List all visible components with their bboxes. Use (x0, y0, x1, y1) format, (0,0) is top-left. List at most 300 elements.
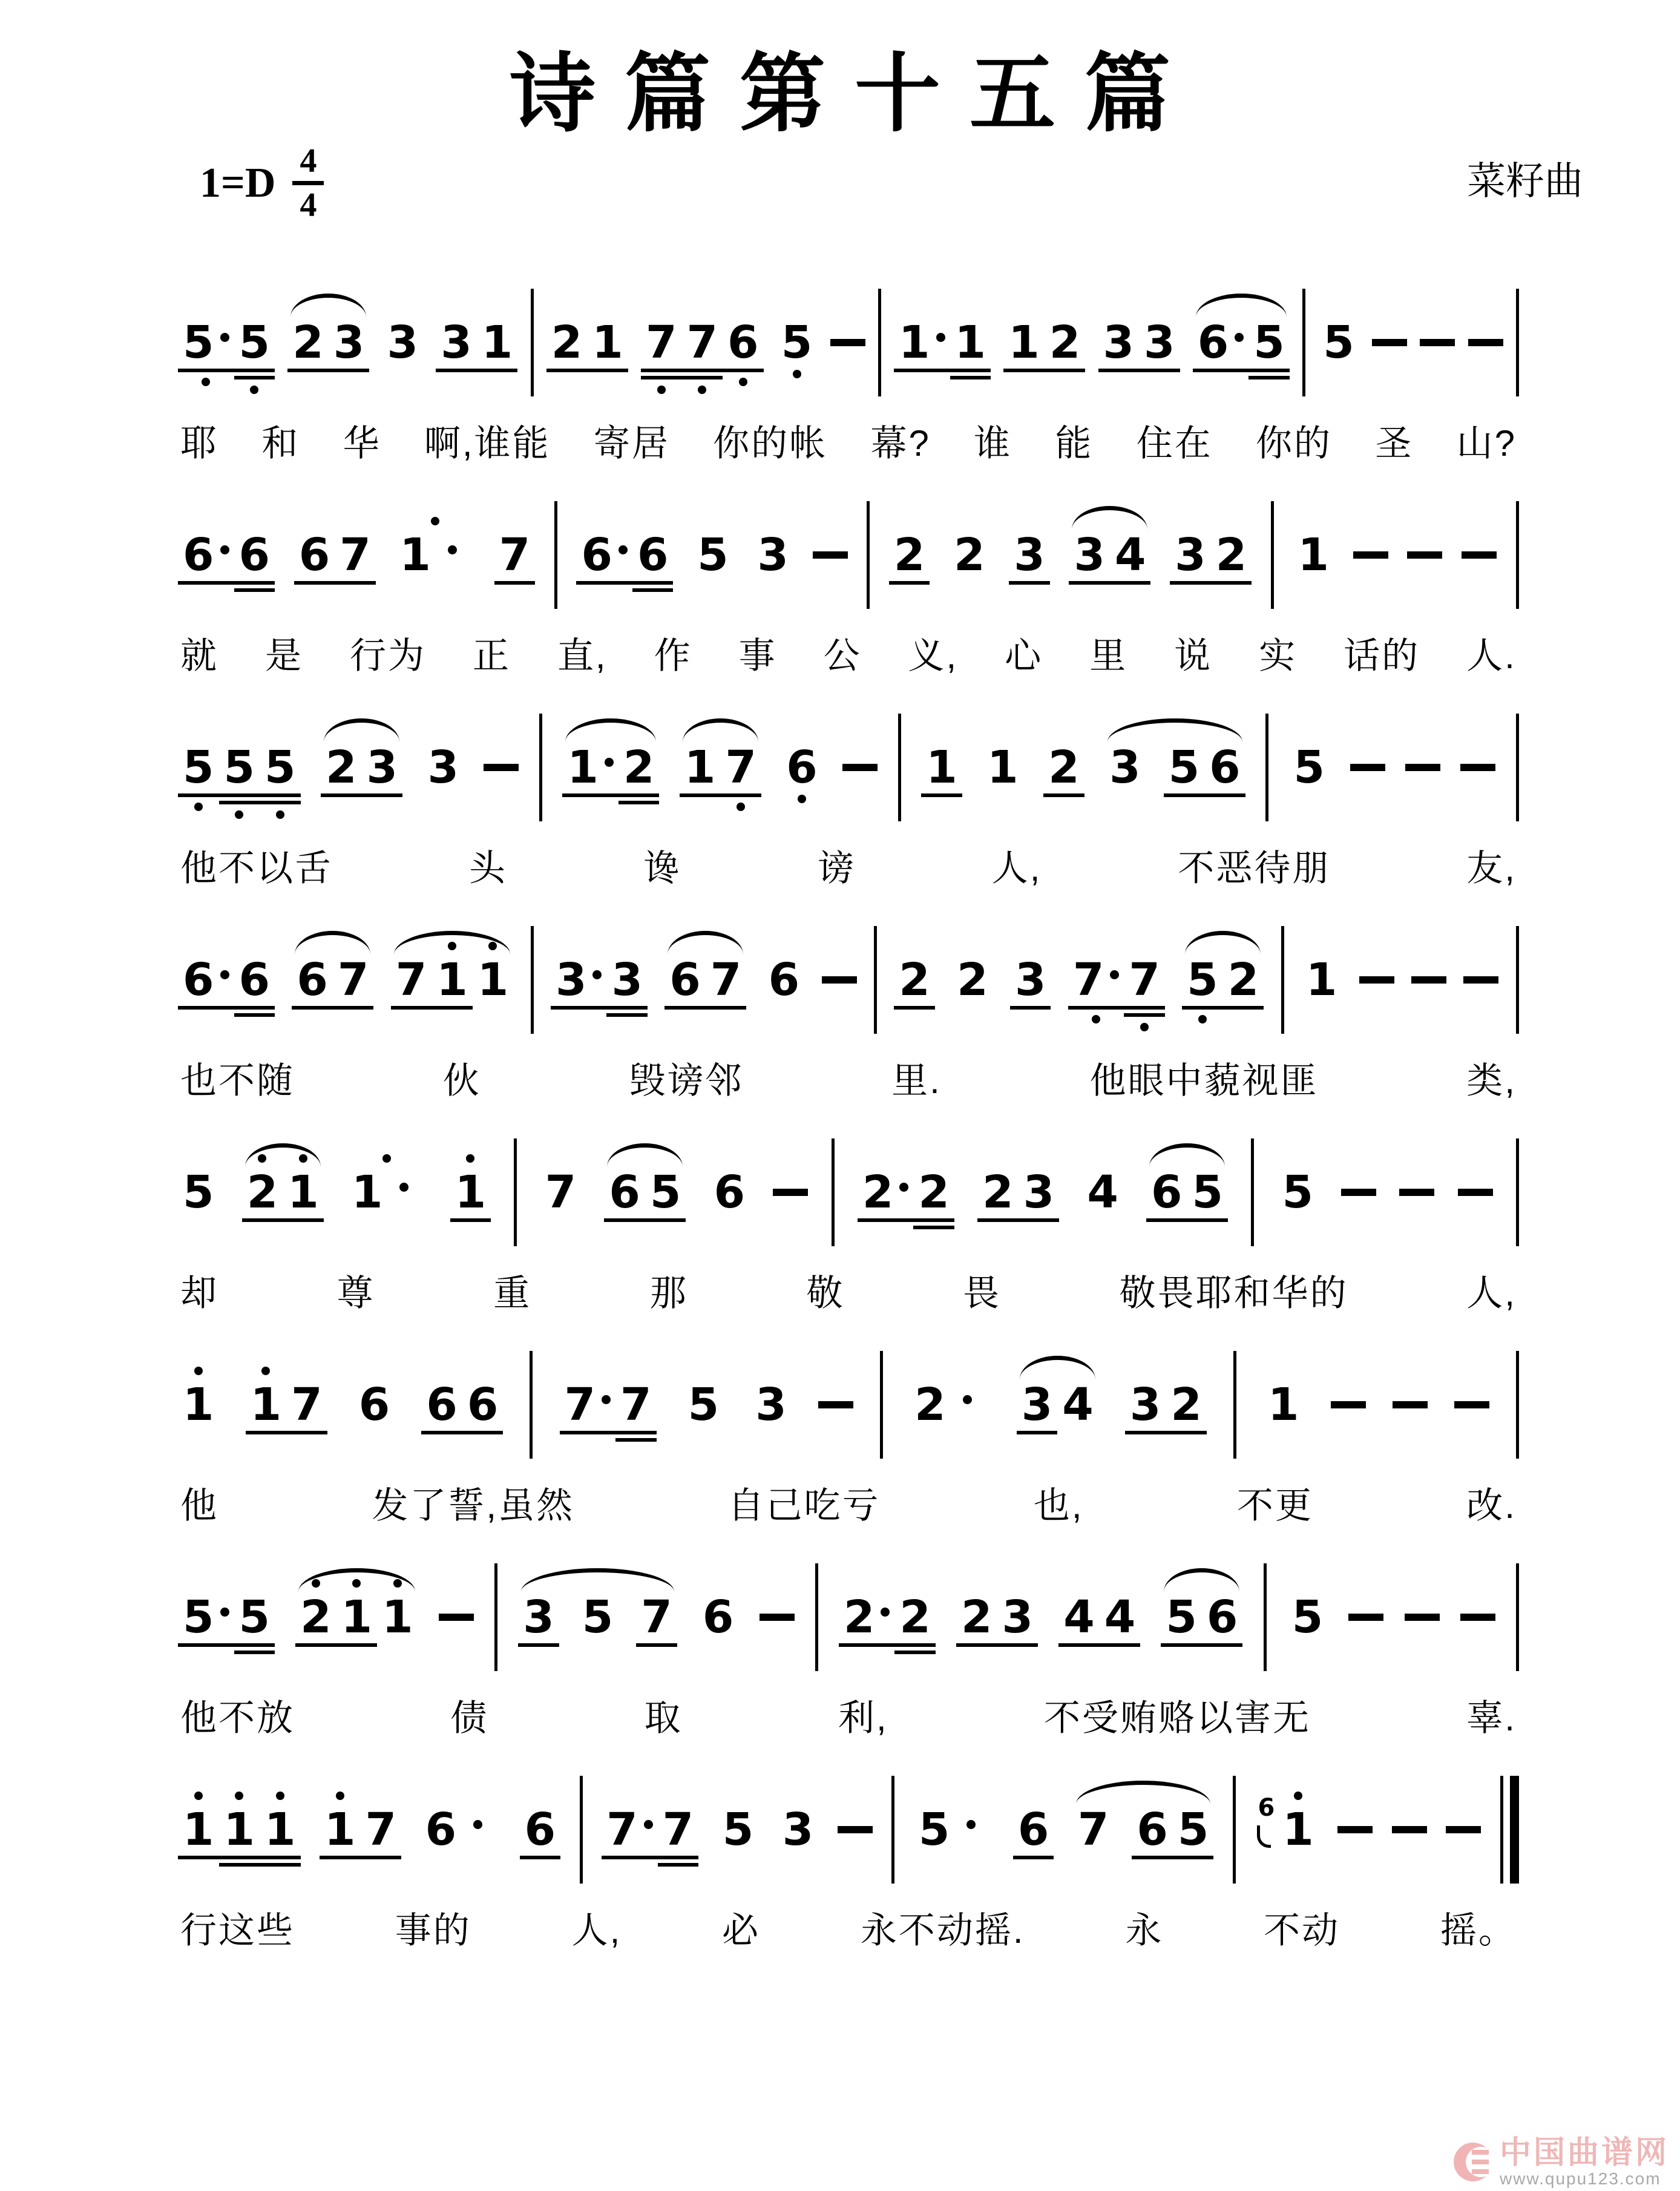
jianpu-note (921, 741, 962, 793)
note-digit: 7 (641, 1591, 672, 1643)
jianpu-note (577, 1591, 619, 1643)
barline (898, 714, 901, 821)
beam-underline (1187, 1218, 1229, 1222)
beam-underline (283, 1218, 324, 1222)
jianpu-note (1082, 1166, 1123, 1218)
jianpu-note (698, 1591, 739, 1643)
duration-dash (484, 764, 519, 771)
slur-arc (290, 294, 366, 317)
music-line (178, 274, 1519, 468)
notation-row (178, 1549, 1519, 1685)
note-digit: 5 (1253, 316, 1285, 369)
lyric-syllable: 不更 (1236, 1485, 1313, 1526)
lyric-syllable: 谗 (643, 848, 681, 889)
note-group (889, 528, 930, 581)
barline (554, 501, 557, 609)
barline (880, 1351, 883, 1459)
jianpu-note (894, 316, 950, 369)
note-digit: 6 (524, 1803, 556, 1856)
beam-underline (602, 1856, 658, 1859)
slur-arc (607, 1143, 683, 1167)
note-group (436, 316, 517, 369)
jianpu-note (178, 741, 219, 793)
beam-underline (619, 793, 660, 797)
rhythm-dot (220, 970, 229, 979)
duration-dash (838, 1826, 873, 1833)
beam-underline (260, 801, 301, 804)
jianpu-note (1132, 1803, 1173, 1856)
lyric-syllable: 必 (722, 1910, 761, 1951)
note-digit: 1 (454, 1166, 487, 1218)
beam-underline (219, 793, 260, 797)
jianpu-note (645, 1166, 686, 1218)
high-octave-dot (261, 1367, 270, 1375)
note-digit: 4 (1063, 1591, 1095, 1643)
note-digit: 5 (1323, 316, 1354, 369)
note-digit: 2 (982, 1166, 1014, 1218)
beam-underline (477, 369, 518, 372)
notation-row (178, 912, 1519, 1048)
jianpu-note (1318, 316, 1359, 369)
beam-underline (1068, 1006, 1124, 1010)
note-group (956, 1591, 1038, 1643)
jianpu-note (615, 1378, 657, 1431)
note-digit: 1 (250, 1378, 282, 1431)
high-octave-dot (299, 1154, 307, 1163)
note-group (287, 316, 369, 369)
note-digit: 2 (551, 316, 583, 369)
note-digit: 7 (395, 953, 427, 1006)
high-octave-dot (466, 1154, 474, 1163)
jianpu-note (781, 741, 822, 793)
note-digit: 5 (582, 1591, 614, 1643)
note-digit: 1 (351, 1166, 383, 1218)
music-line (178, 1336, 1519, 1531)
note-digit: 3 (1021, 1378, 1053, 1431)
barline (832, 1138, 835, 1246)
beam-underline (178, 369, 234, 372)
note-digit: 7 (725, 741, 756, 793)
beam-underline (361, 793, 402, 797)
lyric-syllable: 取 (644, 1698, 683, 1739)
duration-dash (1460, 1614, 1495, 1621)
jianpu-note (894, 953, 935, 1006)
note-digit: 6 (425, 1803, 457, 1856)
note-group (292, 953, 373, 1006)
high-octave-dot (194, 1792, 203, 1800)
jianpu-note (576, 528, 632, 581)
beam-underline (335, 581, 376, 585)
jianpu-note (260, 1803, 301, 1856)
music-line (178, 1124, 1519, 1318)
high-octave-dot (276, 1792, 284, 1800)
jianpu-note (764, 953, 805, 1006)
grace-note (1255, 1793, 1278, 1822)
slur-arc (324, 718, 399, 742)
low-octave-dot (235, 810, 243, 819)
note-group (347, 1166, 427, 1218)
note-group (1193, 316, 1290, 369)
note-group (178, 316, 275, 369)
lyric-syllable: 敬畏耶和华的 (1119, 1273, 1348, 1314)
note-digit: 5 (1168, 741, 1200, 793)
note-group (551, 953, 648, 1006)
note-digit: 6 (238, 953, 270, 1006)
beam-underline (292, 1006, 333, 1010)
rhythm-dot (220, 545, 229, 554)
low-octave-dot (657, 386, 666, 394)
qupu-logo-bar (1472, 2169, 1489, 2174)
note-group (1043, 741, 1084, 793)
beam-underline (680, 793, 721, 797)
jianpu-note (949, 528, 990, 581)
note-group (421, 1378, 503, 1431)
note-group (839, 1591, 936, 1643)
lyric-syllable: 山? (1456, 423, 1517, 464)
duration-dash (822, 976, 857, 984)
jianpu-note (178, 528, 234, 581)
barline (878, 289, 881, 396)
note-digit: 6 (297, 953, 328, 1006)
jianpu-note (1110, 528, 1151, 581)
note-group (977, 1166, 1059, 1218)
note-digit: 3 (1175, 528, 1206, 581)
jianpu-note (377, 1591, 418, 1643)
beam-underline (219, 1863, 260, 1867)
duration-dash (1468, 339, 1503, 346)
lyric-syllable: 里. (891, 1060, 942, 1102)
note-group (709, 1166, 750, 1218)
note-digit: 2 (893, 528, 925, 581)
note-group (1125, 1378, 1207, 1431)
note-group (518, 1591, 677, 1643)
note-group (1104, 741, 1245, 793)
beam-underline (604, 1218, 645, 1222)
note-digit: 1 (264, 1803, 296, 1856)
jianpu-note (723, 316, 764, 369)
lyric-syllable: 重 (493, 1273, 532, 1314)
jianpu-note (1073, 1803, 1114, 1856)
beam-underline (1009, 581, 1050, 585)
barline (874, 926, 877, 1034)
lyric-syllable: 也, (1033, 1485, 1084, 1526)
jianpu-note (977, 1166, 1019, 1218)
jianpu-note (636, 1591, 677, 1643)
note-digit: 6 (426, 1378, 458, 1431)
rhythm-dot (619, 545, 628, 554)
lyrics-row (178, 413, 1519, 468)
note-digit: 1 (1282, 1803, 1314, 1856)
note-group (1255, 1793, 1318, 1856)
note-digit: 7 (1129, 953, 1160, 1006)
lyrics-row (178, 625, 1519, 681)
beam-underline (320, 1856, 361, 1859)
beam-underline (178, 1006, 234, 1010)
note-digit: 6 (702, 1591, 734, 1643)
high-octave-dot (352, 1579, 361, 1588)
beam-underline (1182, 1006, 1223, 1010)
jianpu-note (234, 316, 275, 369)
note-group (540, 1166, 582, 1218)
grace-hook (1257, 1825, 1271, 1848)
note-digit: 5 (264, 741, 296, 793)
beam-underline (391, 1006, 432, 1010)
note-group (1170, 528, 1252, 581)
lyric-syllable: 谁 (974, 423, 1012, 464)
barline (1516, 1351, 1519, 1459)
note-digit: 1 (481, 316, 513, 369)
note-digit: 4 (1104, 1591, 1136, 1643)
final-barline (1500, 1776, 1519, 1884)
note-digit: 3 (1074, 528, 1105, 581)
jianpu-note (436, 316, 477, 369)
note-digit: 5 (1166, 1591, 1197, 1643)
note-digit: 1 (926, 741, 957, 793)
note-digit: 2 (954, 528, 985, 581)
jianpu-note (839, 1591, 895, 1643)
lyric-syllable: 义, (908, 636, 959, 677)
jianpu-note (391, 953, 432, 1006)
note-digit: 3 (1002, 1591, 1034, 1643)
jianpu-note (914, 1803, 994, 1856)
note-digit: 2 (918, 1166, 950, 1218)
barline (1233, 1351, 1236, 1459)
jianpu-note (477, 316, 518, 369)
jianpu-note (462, 1378, 504, 1431)
note-digit: 5 (1192, 1166, 1224, 1218)
note-digit: 2 (300, 1591, 332, 1643)
note-digit: 2 (914, 1378, 946, 1431)
note-digit: 6 (1151, 1166, 1183, 1218)
jianpu-note (178, 1166, 219, 1218)
beam-underline (518, 1643, 559, 1647)
rhythm-dot (473, 1820, 482, 1829)
note-group (1161, 1591, 1242, 1643)
note-digit: 2 (843, 1591, 875, 1643)
high-octave-dot (336, 1792, 344, 1800)
note-digit: 4 (1087, 1166, 1118, 1218)
barline (494, 1563, 497, 1671)
beam-underline (606, 1006, 648, 1010)
beam-underline (1204, 793, 1245, 797)
jianpu-note (1278, 1166, 1319, 1218)
duration-dash (1458, 1189, 1493, 1196)
beam-underline (336, 1643, 378, 1647)
beam-underline (1139, 369, 1180, 372)
low-octave-dot (1140, 1023, 1149, 1031)
note-digit: 7 (1072, 953, 1104, 1006)
lyric-syllable: 事的 (395, 1910, 471, 1951)
lyric-syllable: 也不随 (180, 1060, 295, 1102)
note-digit: 1 (382, 1591, 413, 1643)
note-digit: 3 (555, 953, 587, 1006)
notation-row (178, 1761, 1519, 1897)
note-group (776, 316, 818, 369)
note-group (1318, 316, 1359, 369)
jianpu-note (178, 953, 234, 1006)
note-digit: 5 (687, 1378, 720, 1431)
beam-underline (1124, 1013, 1165, 1017)
rhythm-dot (220, 1608, 229, 1617)
rhythm-dot (592, 970, 602, 979)
beam-underline (576, 581, 632, 585)
lyric-syllable: 伙 (442, 1060, 481, 1102)
music-line (178, 912, 1519, 1106)
duration-dash (1411, 976, 1446, 984)
jianpu-note (1263, 1378, 1304, 1431)
note-digit: 7 (340, 528, 371, 581)
beam-underline (219, 1856, 260, 1859)
jianpu-note (604, 1166, 645, 1218)
lyric-syllable: 永不动摇. (860, 1910, 1025, 1951)
beam-underline (1010, 1006, 1051, 1010)
jianpu-note (752, 528, 793, 581)
slur-arc (521, 1568, 674, 1592)
jianpu-note (450, 1166, 491, 1218)
lyrics-row (178, 1900, 1519, 1956)
duration-dash (1392, 1826, 1427, 1833)
jianpu-note (910, 1378, 990, 1431)
duration-dash (1446, 1826, 1481, 1833)
beam-underline (178, 1643, 234, 1647)
note-group (683, 1378, 724, 1431)
jianpu-note (382, 316, 424, 369)
lyric-syllable: 畏 (963, 1273, 1002, 1314)
note-digit: 1 (1305, 953, 1337, 1006)
beam-underline (421, 1431, 462, 1434)
barline (531, 289, 534, 396)
lyric-syllable: 和 (261, 423, 300, 464)
note-digit: 5 (183, 741, 214, 793)
jianpu-note (335, 528, 376, 581)
beam-underline (706, 1006, 747, 1010)
lyric-syllable: 类, (1466, 1060, 1517, 1102)
time-signature (292, 142, 324, 225)
barline (815, 1563, 818, 1671)
jianpu-note (560, 1378, 616, 1431)
beam-underline (494, 581, 536, 585)
beam-underline (1161, 1643, 1202, 1647)
jianpu-note (1193, 316, 1249, 369)
rhythm-dot (963, 1395, 972, 1404)
note-digit: 7 (662, 1803, 694, 1856)
note-group (949, 528, 990, 581)
jianpu-note (320, 1803, 361, 1856)
lyric-syllable: 正 (472, 636, 511, 677)
beam-underline (286, 1431, 327, 1434)
note-digit: 7 (337, 953, 369, 1006)
jianpu-note (178, 316, 234, 369)
beam-underline (560, 1431, 616, 1434)
note-group (692, 528, 733, 581)
note-group (604, 1166, 686, 1218)
note-digit: 3 (366, 741, 398, 793)
barline (1516, 501, 1519, 609)
duration-dash (1460, 764, 1495, 771)
lyrics-row (178, 1475, 1519, 1531)
duration-dash (842, 764, 878, 771)
note-group (1069, 528, 1150, 581)
note-digit: 3 (387, 316, 418, 369)
duration-dash (818, 1401, 853, 1408)
beam-underline (1193, 369, 1249, 372)
note-digit: 6 (609, 1166, 640, 1218)
jianpu-note (321, 741, 362, 793)
lyric-syllable: 住在 (1136, 423, 1213, 464)
duration-dash (1462, 551, 1497, 559)
lyric-syllable: 利, (838, 1698, 888, 1739)
note-digit: 3 (611, 953, 643, 1006)
beam-underline (1045, 369, 1086, 372)
jianpu-note (295, 1591, 336, 1643)
jianpu-note (283, 1166, 324, 1218)
beam-underline (921, 793, 962, 797)
note-group (910, 1378, 990, 1431)
time-signature-numerator: 4 (300, 142, 317, 180)
duration-dash (773, 1189, 808, 1196)
key-signature (200, 142, 324, 225)
note-digit: 1 (477, 953, 509, 1006)
beam-underline (1017, 1431, 1058, 1434)
note-group (1301, 953, 1342, 1006)
note-digit: 1 (223, 1803, 255, 1856)
note-digit: 1 (399, 528, 431, 581)
lyric-syllable: 敬 (806, 1273, 845, 1314)
slur-arc (245, 1143, 321, 1167)
jianpu-note (422, 741, 464, 793)
jianpu-note (1289, 741, 1330, 793)
note-digit: 6 (358, 1378, 390, 1431)
time-signature-bar (292, 181, 324, 185)
rhythm-dot (602, 1395, 611, 1404)
barline (1271, 501, 1274, 609)
jianpu-note (1104, 741, 1146, 793)
jianpu-note (540, 1166, 582, 1218)
note-digit: 6 (298, 528, 330, 581)
qupu-logo-bar (1472, 2160, 1489, 2164)
note-digit: 5 (183, 1591, 214, 1643)
jianpu-note (292, 953, 333, 1006)
duration-dash (1353, 551, 1388, 559)
high-octave-dot (258, 1154, 266, 1163)
jianpu-note (421, 1803, 501, 1856)
lyric-syllable: 人, (1466, 1273, 1517, 1314)
note-digit: 7 (646, 316, 677, 369)
note-digit: 7 (620, 1378, 652, 1431)
note-group (1082, 1166, 1123, 1218)
jianpu-note (546, 316, 588, 369)
beam-underline (858, 1218, 914, 1222)
low-octave-dot (793, 370, 801, 378)
beam-underline (436, 369, 477, 372)
music-line (178, 1761, 1519, 1956)
note-group (1073, 1803, 1214, 1856)
barline (531, 926, 534, 1034)
note-digit: 3 (427, 741, 459, 793)
note-digit: 6 (669, 953, 701, 1006)
beam-underline (234, 588, 275, 592)
low-octave-dot (250, 386, 258, 394)
barline (580, 1776, 583, 1884)
note-group (781, 741, 822, 793)
beam-underline (615, 1431, 657, 1434)
duration-dash (1463, 976, 1498, 984)
low-octave-dot (1092, 1015, 1100, 1023)
duration-dash (1454, 1401, 1489, 1408)
jianpu-note (718, 1803, 759, 1856)
lyrics-row (178, 1263, 1519, 1318)
slur-arc (668, 931, 743, 954)
